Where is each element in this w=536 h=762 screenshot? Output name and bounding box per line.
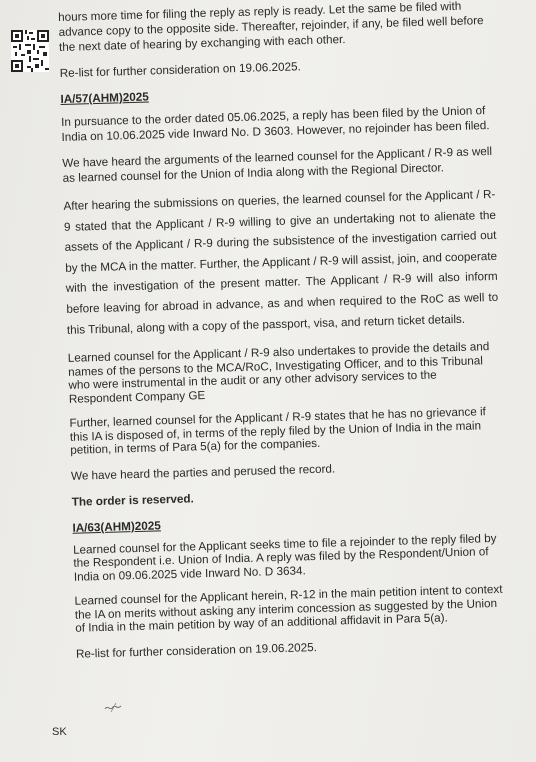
relist-note: Re-list for further consideration on 19.06.2025. xyxy=(75,640,318,661)
paragraph: We have heard the parties and perused the record. xyxy=(70,462,336,483)
paragraph: Learned counsel for the Applicant / R-9 also undertakes to provide the details and names of the persons to the MCA/RoC, Investigating Officer, and to this Tribunal who were instrumental in the audit or any other advisory services to the Respondent Company GE xyxy=(67,340,490,406)
qr-code xyxy=(11,30,49,72)
qr-code-graphic xyxy=(11,30,49,72)
paragraph: hours more time for filing the reply as reply is ready. Let the same be filed with advance copy to the opposite side. Thereafter, rejoinder, if any, be filed well before the next date of hearing by exchanging with each other. xyxy=(58,0,484,54)
relist-note: Re-list for further consideration on 19.06.2025. xyxy=(59,60,301,80)
paragraph: Further, learned counsel for the Applicant / R-9 states that he has no grievance if this IA is disposed of, in terms of the reply filed by the Union of India in the main petition, in terms of Para 5(a) for the companies. xyxy=(69,405,487,457)
paragraph: In pursuance to the order dated 05.06.2025, a reply has been filed by the Union of India on 10.06.2025 vide Inward No. D 3603. However, no rejoinder has been filed. xyxy=(60,104,490,144)
order-text xyxy=(58,0,508,672)
paragraph: Learned counsel for the Applicant herein, R-12 in the main petition intent to context the IA on merits without asking any interim concession as suggested by the Union of India in the main petition by way of an additional affidavit in Para 5(a). xyxy=(74,582,503,635)
paragraph: Learned counsel for the Applicant seeks time to file a rejoinder to the reply filed by the Respondent i.e. Union of India. A reply was filed by the Respondent/Union of India on 09.06.2025 vide Inward No. D 3634. xyxy=(72,531,497,584)
footer-initials: SK xyxy=(52,726,67,738)
section-heading: IA/63(AHM)2025 xyxy=(72,518,161,535)
section-heading: IA/57(AHM)2025 xyxy=(60,90,149,106)
order-status: The order is reserved. xyxy=(71,492,195,509)
paragraph: After hearing the submissions on queries, the learned counsel for the Applicant / R-9 stated that the Applicant / R-9 willing to give an undertaking not to alienate the assets of the Applicant / R-9 during the subsistence of the investigation carried out by the MCA in the matter. Further, the Applicant / R-9 will assist, join, and cooperate with the investigation of the present matter. The Applicant / R-9 will also inform before leaving for abroad in advance, as and when required to the RoC as well to this Tribunal, along with a copy of the passport, visa, and return ticket details. xyxy=(63,187,499,337)
paragraph: We have heard the arguments of the learned counsel for the Applicant / R-9 as well as learned counsel for the Union of India along with the Regional Director. xyxy=(62,144,493,185)
handwritten-initials xyxy=(103,700,125,716)
